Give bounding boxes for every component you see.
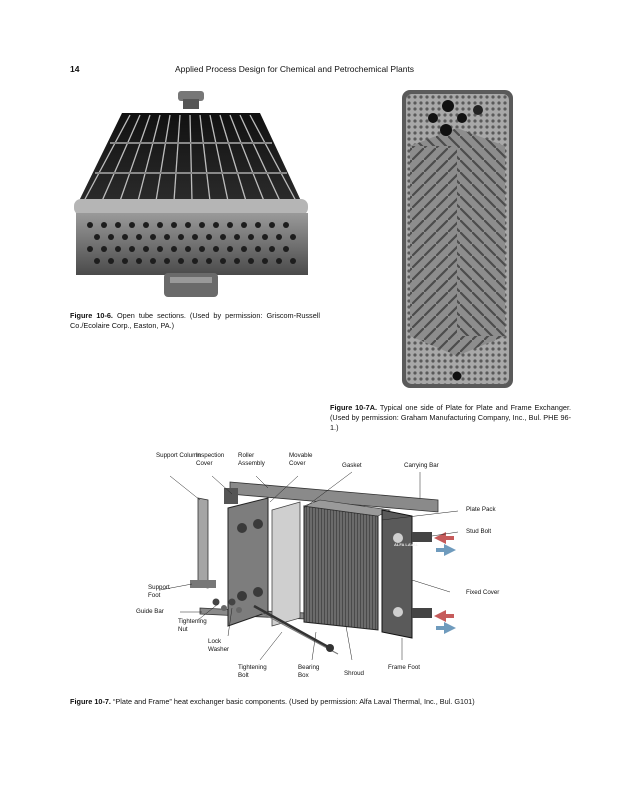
- label-bearing-box: Bearing Box: [298, 664, 320, 679]
- figure-10-7-text: “Plate and Frame” heat exchanger basic components. (Used by permission: Alfa Laval Thermal, Inc., Bul. G101): [113, 697, 475, 706]
- figure-10-6-caption: [70, 311, 320, 331]
- label-support-foot: Support Foot: [148, 584, 170, 599]
- figure-10-7a-caption: [330, 403, 571, 433]
- plate-frame-exchanger-diagram: [120, 440, 520, 690]
- label-fixed-cover: Fixed Cover: [466, 589, 500, 596]
- label-shroud: Shroud: [344, 670, 364, 677]
- label-inspection-cover: Inspection Cover: [196, 452, 225, 467]
- label-plate-pack: Plate Pack: [466, 506, 496, 513]
- label-frame-foot: Frame Foot: [388, 664, 420, 671]
- figure-10-7-label: Figure 10-7.: [70, 697, 111, 706]
- figure-10-6-text: Open tube sections. (Used by permission: Griscom-Russell Co./Ecolaire Corp., Easton, PA.): [70, 311, 320, 330]
- label-lock-washer: Lock Washer: [208, 638, 230, 653]
- label-gasket: Gasket: [342, 462, 362, 469]
- brand-nameplate: ALFA LAVAL: [394, 542, 419, 547]
- figure-10-6-label: Figure 10-6.: [70, 311, 113, 320]
- label-movable-cover: Movable Cover: [289, 452, 313, 467]
- figure-10-7a-label: Figure 10-7A.: [330, 403, 378, 412]
- open-tube-section-image: [70, 85, 310, 300]
- label-support-column: Support Column: [156, 452, 201, 459]
- label-carrying-bar: Carrying Bar: [404, 462, 439, 469]
- label-tightening-bolt: Tightening Bolt: [238, 664, 267, 679]
- label-roller-assembly: Roller Assembly: [238, 452, 265, 467]
- label-tightening-nut: Tightening Nut: [178, 618, 207, 633]
- label-stud-bolt: Stud Bolt: [466, 528, 492, 535]
- book-title: Applied Process Design for Chemical and Petrochemical Plants: [175, 64, 415, 74]
- page-number: 14: [70, 64, 80, 74]
- figure-10-7-caption: [70, 697, 570, 707]
- label-guide-bar: Guide Bar: [136, 608, 164, 615]
- heat-exchanger-plate-image: [400, 88, 515, 390]
- figure-10-7a-text: Typical one side of Plate for Plate and Frame Exchanger. (Used by permission: Graham Manufacturing Company, Inc., Bul. PHE 96-1.): [330, 403, 571, 432]
